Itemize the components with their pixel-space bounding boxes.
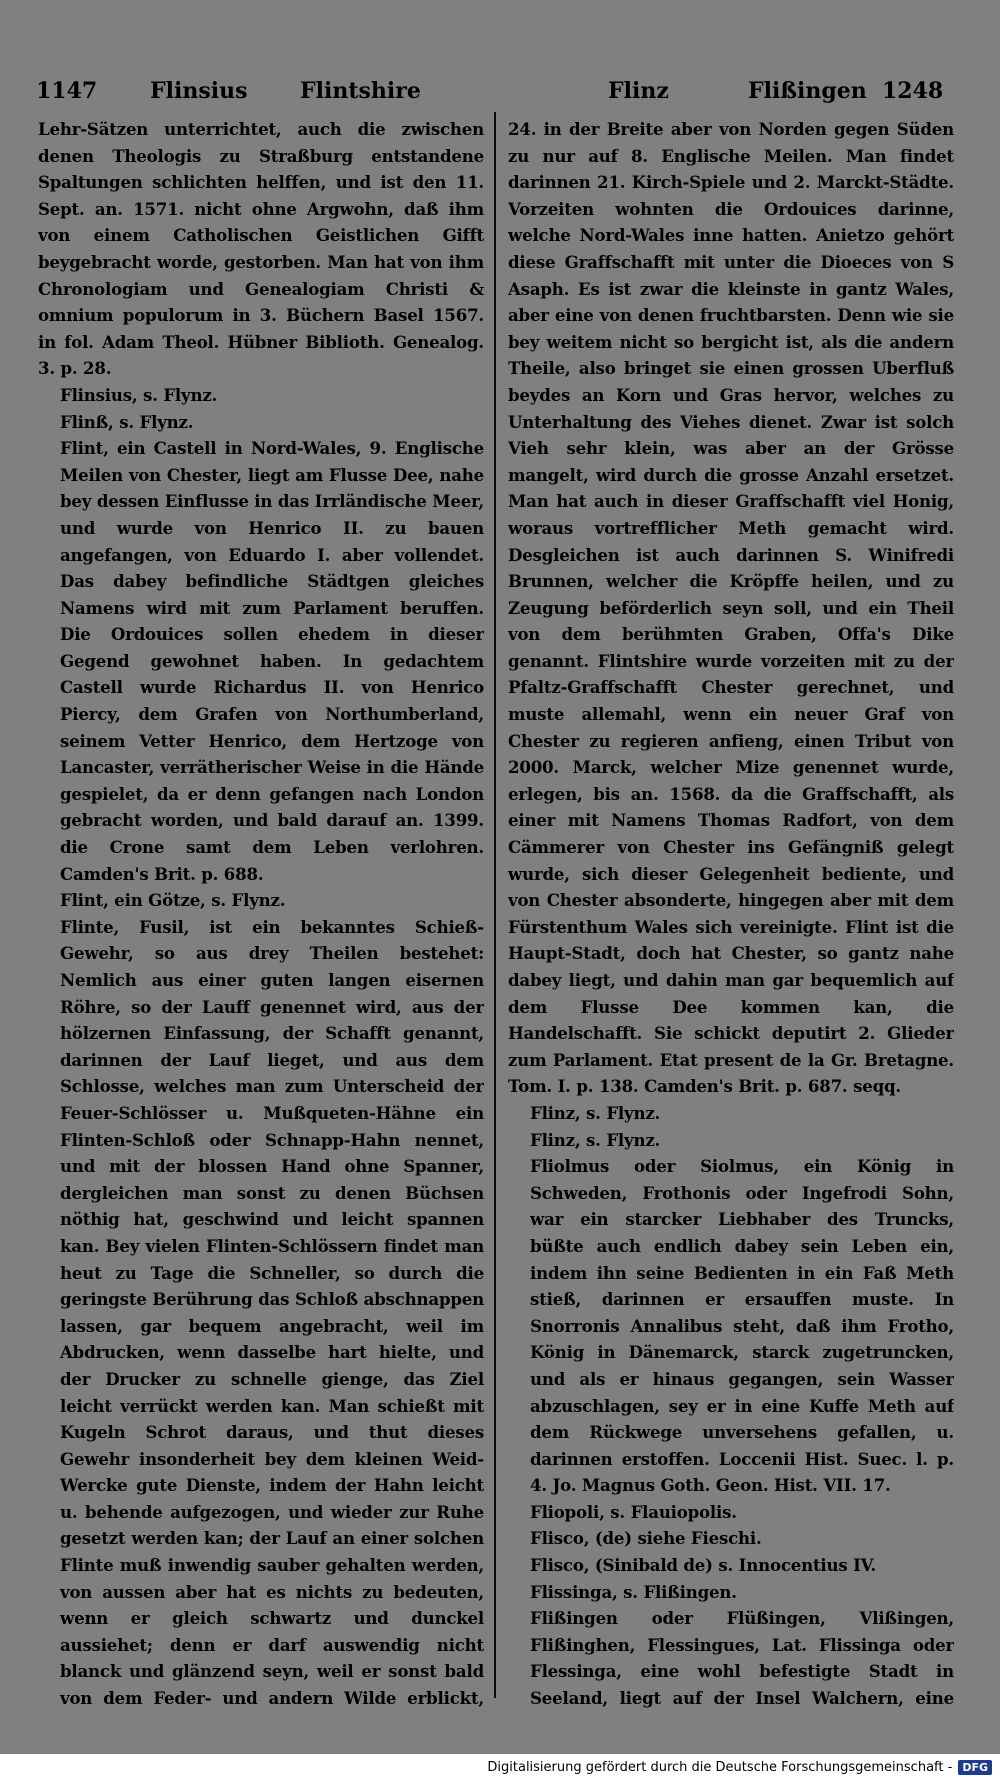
left-text-column xyxy=(38,116,484,1716)
funding-credit: Digitalisierung gefördert durch die Deutsche Forschungsgemeinschaft - xyxy=(487,1759,953,1775)
right-header-term-2: Flißingen xyxy=(748,78,867,104)
column-divider xyxy=(494,112,496,1698)
entry-paragraph: Flint, ein Castell in Nord-Wales, 9. Englische Meilen von Chester, liegt am Flusse Dee, nahe bey dessen Einflusse in das Irrländische Meer, und wurde von Henrico II. zu bauen angefangen, von Eduardo I. aber vollendet. Das dabey befindliche Städtgen gleiches Namens wird mit zum Parlament beruffen. Die Ordouices sollen ehedem in dieser Gegend gewohnet haben. In gedachtem Castell wurde Richardus II. von Henrico Piercy, dem Grafen von Northumberland, seinem Vetter Henrico, dem Hertzoge von Lancaster, verrätherischer Weise in die Hände gespielet, da er denn gefangen nach London gebracht worden, und bald darauf an. 1399. die Crone samt dem Leben verlohren. Camden's Brit. p. 688. xyxy=(60,438,484,884)
right-header-term-1: Flinz xyxy=(608,78,669,104)
cross-reference: Flinz, s. Flynz. xyxy=(530,1102,661,1123)
cross-reference: Flinz, s. Flynz. xyxy=(530,1129,661,1150)
left-page-number: 1147 xyxy=(36,78,98,104)
paragraph: Lehr-Sätzen unterrichtet, auch die zwischen denen Theologis zu Straßburg entstandene Spaltungen schlichten helffen, und ist den 11. Sept. an. 1571. nicht ohne Argwohn, daß ihm von einem Catholischen Geistlichen Gifft beygebracht worde, gestorben. Man hat von ihm Chronologiam und Genealogiam Christi & omnium populorum in 3. Büchern Basel 1567. in fol. Adam Theol. Hübner Biblioth. Genealog. 3. p. 28. xyxy=(38,119,484,379)
cross-reference: Flinsius, s. Flynz. xyxy=(60,384,218,405)
cross-reference: Fliopoli, s. Flauiopolis. xyxy=(530,1501,737,1522)
cross-reference: Flisco, (de) siehe Fieschi. xyxy=(530,1528,762,1549)
entry-paragraph: Flinte, Fusil, ist ein bekanntes Schieß-Gewehr, so aus drey Theilen bestehet: Nemlich aus einer guten langen eisernen Röhre, so der Lauff genennet wird, aus der hölzernen Einfassung, der Schafft genannt, darinnen der Lauf lieget, und aus dem Schlosse, welches man zum Unterscheid der Feuer-Schlösser u. Mußqueten-Hähne ein Flinten-Schloß oder Schnapp-Hahn nennet, und mit der blossen Hand ohne Spanner, dergleichen man sonst zu denen Büchsen nöthig hat, geschwind und leicht spannen kan. Bey vielen Flinten-Schlössern findet man heut zu Tage die Schneller, so durch die geringste Berührung das Schloß abschnappen lassen, gar bequem angebracht, weil im Abdrucken, wenn dasselbe hart hielte, und der Drucker zu schnelle gienge, das Ziel leicht verrückt werden kan. Man schießt mit Kugeln Schrot daraus, und thut dieses Gewehr insonderheit bey dem kleinen Weid-Wercke gute Dienste, indem der Hahn leicht u. behende aufgezogen, und wieder zur Ruhe gesetzt werden kan; der Lauf an einer solchen Flinte muß inwendig sauber gehalten werden, von aussen aber hat es nichts zu bedeuten, wenn er gleich schwartz und dunckel aussiehet; denn er darf auswendig nicht blanck und glänzend seyn, weil er sonst bald von dem Feder- und andern Wilde erblickt, xyxy=(60,916,484,1709)
right-text-column xyxy=(508,116,954,1716)
entry-paragraph: Fliolmus oder Siolmus, ein König in Schweden, Frothonis oder Ingefrodi Sohn, war ein starcker Liebhaber des Truncks, büßte auch endlich dabey sein Leben ein, indem ihn seine Bedienten in ein Faß Meth stieß, darinnen er ersauffen muste. In Snorronis Annalibus steht, daß ihm Frotho, König in Dänemarck, starck zugetruncken, und als er hinaus gegangen, sein Wasser abzuschlagen, sey er in eine Kuffe Meth auf dem Rückwege unversehens gefallen, u. darinnen erstoffen. Loccenii Hist. Suec. l. p. 4. Jo. Magnus Goth. Geon. Hist. VII. 17. xyxy=(530,1156,954,1496)
cross-reference: Flinß, s. Flynz. xyxy=(60,411,194,432)
left-header-term-1: Flinsius xyxy=(150,78,248,104)
left-header-term-2: Flintshire xyxy=(300,78,421,104)
right-page-number: 1248 xyxy=(882,78,944,104)
cross-reference: Flisco, (Sinibald de) s. Innocentius IV. xyxy=(530,1555,877,1576)
dfg-logo: DFG xyxy=(958,1760,992,1775)
paragraph: 24. in der Breite aber von Norden gegen Süden zu nur auf 8. Englische Meilen. Man findet darinnen 21. Kirch-Spiele und 2. Marckt-Städte. Vorzeiten wohnten die Ordouices darinne, welche Nord-Wales inne hatten. Anietzo gehört diese Graffschafft mit unter die Dioeces von S Asaph. Es ist zwar die kleinste in gantz Wales, aber eine von denen fruchtbarsten. Denn wie sie bey weitem nicht so bergicht ist, als die andern Theile, also bringet sie einen grossen Uberfluß beydes an Korn und Gras hervor, welches zu Unterhaltung des Viehes dienet. Zwar ist solch Vieh sehr klein, was aber an der Grösse mangelt, wird durch die grosse Anzahl ersetzet. Man hat auch in dieser Graffschafft viel Honig, woraus vortrefflicher Meth gemacht wird. Desgleichen ist auch darinnen S. Winifredi Brunnen, welcher die Kröpffe heilen, und zu Zeugung beförderlich seyn soll, und ein Theil von dem berühmten Graben, Offa's Dike genannt. Flintshire wurde vorzeiten mit zu der Pfaltz-Graffschafft Chester gerechnet, und muste allemahl, wenn ein neuer Graf von Chester zu regieren anfieng, einen Tribut von 2000. Marck, welcher Mize genennet wurde, erlegen, bis an. 1568. da die Graffschafft, als einer mit Namens Thomas Radfort, von dem Cämmerer von Chester ins Gefängniß gelegt wurde, sich dieser Gelegenheit bediente, und von Chester absonderte, hingegen aber mit dem Fürstenthum Wales sich vereinigte. Flint ist die Haupt-Stadt, doch hat Chester, so gantz nahe dabey liegt, und dahin man gar bequemlich auf dem Flusse Dee kommen kan, die Handelschafft. Sie schickt deputirt 2. Glieder zum Parlament. Etat present de la Gr. Bretagne. Tom. I. p. 138. Camden's Brit. p. 687. seqq. xyxy=(508,119,954,1097)
entry-paragraph: Flißingen oder Flüßingen, Vlißingen, Flißinghen, Flessingues, Lat. Flissinga oder Flessinga, eine wohl befestigte Stadt in Seeland, liegt auf der Insel Walchern, eine xyxy=(530,1608,954,1709)
footer-bar xyxy=(0,1754,1000,1780)
cross-reference: Flissinga, s. Flißingen. xyxy=(530,1581,737,1602)
cross-reference: Flint, ein Götze, s. Flynz. xyxy=(60,890,286,911)
